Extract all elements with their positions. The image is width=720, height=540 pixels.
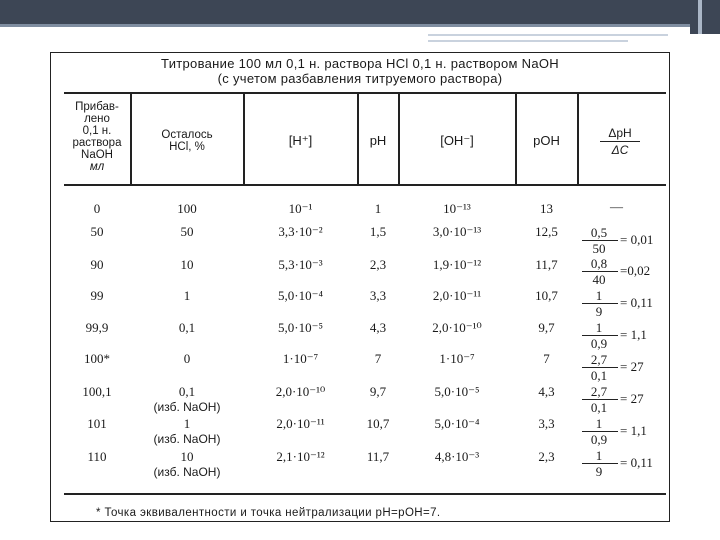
slide-top-bar [0, 0, 720, 24]
cell-remaining: 0,1 [178, 384, 196, 399]
dph-fraction-result: = 1,1 [620, 327, 647, 342]
slide-deco-line [428, 34, 668, 36]
dph-fraction-numerator: 1 [595, 288, 603, 303]
cell-h: 2,0·10⁻¹¹ [276, 416, 325, 431]
dph-fraction-result: = 0,11 [620, 295, 653, 310]
dph-fraction-denominator: 9 [595, 464, 603, 479]
cell-h: 5,0·10⁻⁴ [278, 288, 323, 303]
dph-fraction-numerator: 1 [595, 448, 603, 463]
header-divider [577, 92, 579, 184]
footnote: * Точка эквивалентности и точка нейтрализации pH=pOH=7. [96, 507, 441, 519]
cell-added: 50 [90, 224, 104, 239]
cell-excess-naoh-note: (изб. NaOH) [153, 465, 221, 479]
cell-excess-naoh-note: (изб. NaOH) [153, 400, 221, 414]
dph-fraction-result: = 0,01 [620, 232, 654, 247]
cell-ph: 11,7 [366, 449, 390, 464]
cell-poh: 10,7 [535, 288, 558, 303]
cell-remaining: 10 [180, 449, 194, 464]
cell-oh: 2,0·10⁻¹¹ [432, 288, 482, 303]
dph-fraction-denominator: 0,9 [590, 432, 608, 447]
cell-ph: 3,3 [369, 288, 387, 303]
dph-fraction-result: =0,02 [620, 263, 651, 278]
header-dph-dc: ΔpH ΔC [585, 127, 655, 156]
cell-excess-naoh-note: (изб. NaOH) [153, 432, 221, 446]
table-bottom-rule [64, 493, 666, 495]
dph-fraction-result: = 27 [620, 391, 644, 406]
dph-fraction-numerator: 1 [595, 320, 603, 335]
dph-first-dash: — [610, 199, 623, 214]
cell-poh: 2,3 [538, 449, 555, 464]
header-h-concentration: [H⁺] [288, 133, 313, 148]
dph-fraction-result: = 0,11 [620, 455, 653, 470]
cell-poh: 13 [540, 201, 553, 216]
table-subtitle: (с учетом разбавления титруемого раствора) [217, 71, 503, 86]
cell-poh: 12,5 [535, 224, 558, 239]
dph-fraction-denominator: 0,1 [590, 400, 608, 415]
cell-added: 99 [90, 288, 104, 303]
cell-ph: 9,7 [369, 384, 387, 399]
cell-oh: 5,0·10⁻⁴ [434, 416, 480, 431]
cell-h: 10⁻¹ [288, 201, 313, 216]
cell-oh: 5,0·10⁻⁵ [434, 384, 480, 399]
cell-remaining: 0,1 [178, 320, 196, 335]
cell-remaining: 10 [180, 257, 194, 272]
cell-added: 100,1 [82, 384, 112, 399]
cell-remaining: 1 [183, 288, 191, 303]
cell-oh: 3,0·10⁻¹³ [432, 224, 482, 239]
cell-ph: 7 [374, 351, 382, 366]
dph-fraction-denominator: 0,9 [590, 336, 608, 351]
header-bottom-rule [64, 184, 666, 186]
header-oh-concentration: [OH⁻] [440, 133, 474, 148]
cell-oh: 10⁻¹³ [443, 201, 471, 216]
cell-h: 3,3·10⁻² [278, 224, 323, 239]
cell-added: 0 [93, 201, 101, 216]
cell-added: 99,9 [85, 320, 109, 335]
cell-oh: 1,9·10⁻¹² [432, 257, 482, 272]
cell-poh: 11,7 [535, 257, 558, 272]
dph-fraction-denominator: 9 [595, 304, 603, 319]
cell-h: 5,0·10⁻⁵ [278, 320, 323, 335]
dph-fraction-numerator: 2,7 [590, 352, 608, 367]
cell-h: 2,0·10⁻¹⁰ [275, 384, 326, 399]
cell-remaining: 50 [180, 224, 194, 239]
header-ph: pH [369, 133, 387, 148]
cell-oh: 2,0·10⁻¹⁰ [432, 320, 482, 335]
dph-fraction-denominator: 0,1 [590, 368, 608, 383]
cell-poh: 9,7 [538, 320, 555, 335]
dph-fraction-result: = 1,1 [620, 423, 647, 438]
cell-poh: 7 [543, 351, 550, 366]
slide-top-accent-line [0, 24, 690, 27]
cell-added: 110 [87, 449, 107, 464]
cell-h: 5,3·10⁻³ [278, 257, 323, 272]
table-title: Титрование 100 мл 0,1 н. раствора HCl 0,1 н. раствором NaOH [161, 56, 559, 71]
cell-oh: 1·10⁻⁷ [439, 351, 475, 366]
cell-added: 100* [84, 351, 110, 366]
cell-remaining: 0 [183, 351, 191, 366]
dph-fraction-denominator: 50 [592, 241, 606, 256]
dph-fraction-numerator: 2,7 [590, 384, 608, 399]
cell-remaining: 1 [183, 416, 191, 431]
cell-ph: 1,5 [369, 224, 387, 239]
cell-ph: 1 [374, 201, 382, 216]
cell-poh: 4,3 [538, 384, 555, 399]
header-poh: pOH [533, 133, 560, 148]
cell-added: 101 [87, 416, 107, 431]
cell-ph: 4,3 [369, 320, 387, 335]
dph-fraction-numerator: 1 [595, 416, 603, 431]
cell-ph: 10,7 [366, 416, 390, 431]
dph-fraction-denominator: 40 [592, 272, 606, 287]
slide-top-corner-tab [690, 0, 720, 34]
cell-poh: 3,3 [538, 416, 555, 431]
header-remaining-hcl: Осталось HCl, % [161, 129, 213, 153]
dph-fraction-result: = 27 [620, 359, 644, 374]
slide-deco-line [428, 40, 628, 42]
dph-fraction-numerator: 0,5 [590, 225, 608, 240]
cell-h: 2,1·10⁻¹² [276, 449, 325, 464]
cell-remaining: 100 [177, 201, 197, 216]
cell-added: 90 [90, 257, 104, 272]
cell-oh: 4,8·10⁻³ [434, 449, 480, 464]
cell-ph: 2,3 [369, 257, 387, 272]
dph-fraction-numerator: 0,8 [590, 256, 608, 271]
header-added-naoh: Прибав- лено 0,1 н. раствора NaOH мл [72, 101, 122, 173]
cell-h: 1·10⁻⁷ [282, 351, 319, 366]
table-top-rule [64, 92, 666, 94]
